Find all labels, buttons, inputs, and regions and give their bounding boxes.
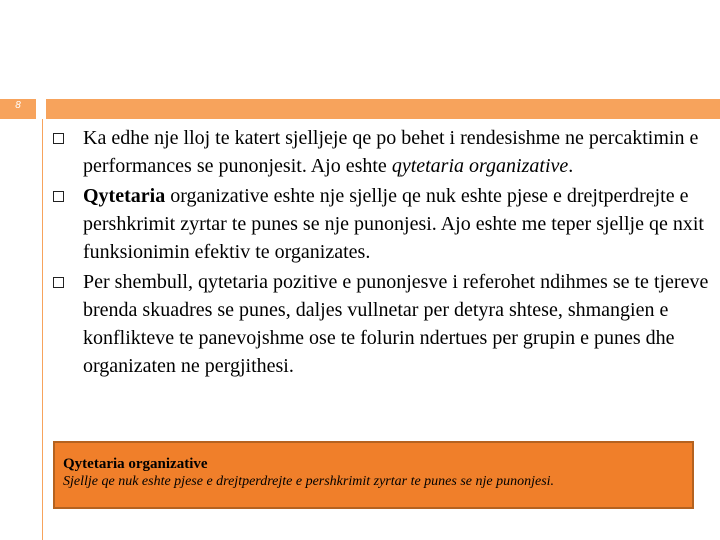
- bullet-1-italic-term: qytetaria organizative: [391, 155, 569, 177]
- bullet-item-3: [50, 268, 718, 380]
- left-divider-line: [42, 119, 43, 540]
- bullet-1-text: Ka edhe nje lloj te katert sjelljeje qe po behet i rendesishme ne percaktimin e performances se punonjesit. Ajo eshte: [83, 127, 699, 177]
- header-band-right: [46, 99, 720, 119]
- bullet-list: [50, 124, 718, 382]
- square-bullet-icon: [53, 277, 64, 288]
- square-bullet-icon: [53, 191, 64, 202]
- square-bullet-icon: [53, 133, 64, 144]
- bullet-1-end: .: [568, 155, 574, 177]
- bullet-2-bold-term: Qytetaria: [83, 185, 166, 207]
- bullet-item-2: [50, 182, 718, 266]
- callout-definition: Sjellje qe nuk eshte pjese e drejtperdrejte e pershkrimit zyrtar te punes se nje punonjesi.: [63, 474, 555, 489]
- bullet-item-1: [50, 124, 718, 180]
- bullet-3-text: Per shembull, qytetaria pozitive e punonjesve i referohet ndihmes se te tjereve brenda skuadres se punes, daljes vullnetar per detyra shtese, shmangien e konflikteve te panevojshme ose te folurin ndertues per grupin e punes dhe organizaten ne pergjithesi.: [83, 271, 709, 377]
- slide-number: 8: [15, 100, 21, 111]
- bullet-2-text: organizative eshte nje sjellje qe nuk eshte pjese e drejtperdrejte e pershkrimit zyrtar te punes se nje punonjesi. Ajo eshte me teper sjellje qe nxit funksionimin efektiv te organizates.: [83, 185, 704, 263]
- callout-title: Qytetaria organizative: [63, 456, 208, 472]
- definition-callout: [53, 441, 694, 509]
